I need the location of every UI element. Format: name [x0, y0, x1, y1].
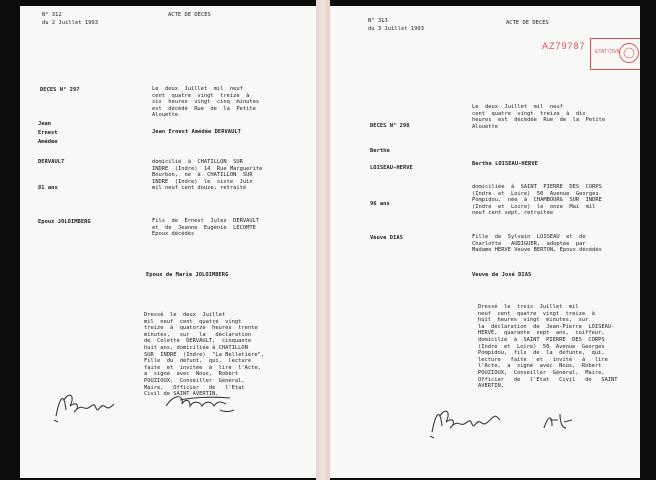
right-signature-declarant	[538, 408, 578, 434]
right-drawn-text: Dressé le trois Juillet mil neuf cent quatre vingt treize à huit heures vingt minutes, sur la déclaration de Jean-Pierre LOISEAU- HERVE, quarante sept ans, coiffeur, domicilié à SAINT PIERRE DES CORPS (Indre et Loire) 50 Avenue Georges Pompidou, fils de la défunte, qui, lecture faite et invité à lire l'Acte, a signé avec Nous, Robert POUZIOUX, Conseiller Général, Maire, Officier de l'Etat Civil de SAINT AVERTIN,	[478, 304, 618, 390]
left-signature-declarant	[160, 388, 240, 422]
left-header-date: du 2 Juillet 1993	[42, 20, 99, 26]
seal-icon	[618, 42, 640, 64]
left-deceased-name: Jean Ernest Amédée DERVAULT	[152, 129, 241, 135]
left-page	[20, 6, 316, 478]
right-deceased-name: Berthe LOISEAU-HERVE	[472, 161, 538, 167]
etat-civil-stamp	[590, 38, 640, 70]
left-intro-text: Le deux Juillet mil neuf cent quatre vingt treize à six heures vingt cinq minutes est décédé Rue de la Petite Alouette	[152, 86, 260, 119]
right-header-number: N° 313	[368, 18, 388, 24]
left-domicile-text: domicilié à CHATILLON SUR INDRE (Indre) 14 Rue Marguerite Bourbon, né à CHATILLON SUR INDRE (Indre) le sixte Juin mil neuf cent douze, retraité	[152, 159, 263, 192]
right-page	[330, 6, 640, 478]
right-signature-officer	[426, 402, 506, 440]
right-intro-text: Le deux Juillet mil neuf cent quatre vingt treize à dix heures est décédée Rue de la Petite Alouette	[472, 104, 606, 130]
right-header-title: ACTE DE DECES	[506, 20, 549, 26]
left-acte-number: DECES N° 297	[40, 87, 80, 93]
left-margin-surname: DERVAULT	[38, 159, 65, 165]
right-margin-surname: LOISEAU-HERVE	[370, 165, 413, 171]
left-drawn-text: Dressé le deux Juillet mil neuf cent quatre vingt treize à quatorze heures trente minutes, sur la déclaration de Colette DERVAULT, cinquante huit ans, domiciliée à CHATILLON SUR INDRE (Indre) "La Belletière", Fille du défunt, qui, lecture faite et invitée à lire l'Acte, a signé avec Nous, Robert POUZIOUX, Conseiller Général, Maire, Officier de l'Etat Civil de SAINT AVERTIN,	[144, 312, 265, 398]
stamp-label: ETAT CIVIL	[595, 49, 621, 55]
stamp-serial-number: AZ79787	[542, 41, 586, 51]
right-margin-age: 96 ans	[370, 201, 390, 207]
right-header-date: du 3 Juillet 1993	[368, 26, 425, 32]
left-signature-officer	[50, 386, 120, 426]
left-margin-age: 81 ans	[38, 185, 58, 191]
right-parents-text: Fille de Sylvain LOISEAU et de Charlotte AUDIGUER, adoptée par Madame HERVE Veuve BERTON, Epoux décédés	[472, 234, 602, 254]
left-margin-spouse: Epoux JOLOIMBERG	[38, 219, 91, 225]
left-parents-text: Fils de Ernest Jules DERVAULT et de Jeanne Eugénie LECOMTE Epoux décédés	[152, 218, 260, 238]
book-gutter	[316, 0, 330, 480]
left-header-number: N° 312	[42, 12, 62, 18]
left-spouse-line: Epoux de Marie JOLOIMBERG	[146, 272, 229, 278]
left-header-title: ACTE DE DECES	[168, 12, 211, 18]
right-margin-first-name: Berthe	[370, 148, 390, 154]
right-acte-number: DECES N° 298	[370, 123, 410, 129]
right-spouse-line: Veuve de José DIAS	[472, 272, 532, 278]
left-margin-first-names: Jean Ernest Amédée	[38, 121, 58, 145]
right-domicile-text: domiciliée à SAINT PIERRE DES CORPS (Indre et Loire) 50 Avenue Georges Pompidou, née à CHAMBOURG SUR INDRE (Indre et Loire) le onze Mai mil neuf cent sept, retraitée	[472, 184, 602, 217]
right-margin-spouse: Veuve DIAS	[370, 235, 403, 241]
